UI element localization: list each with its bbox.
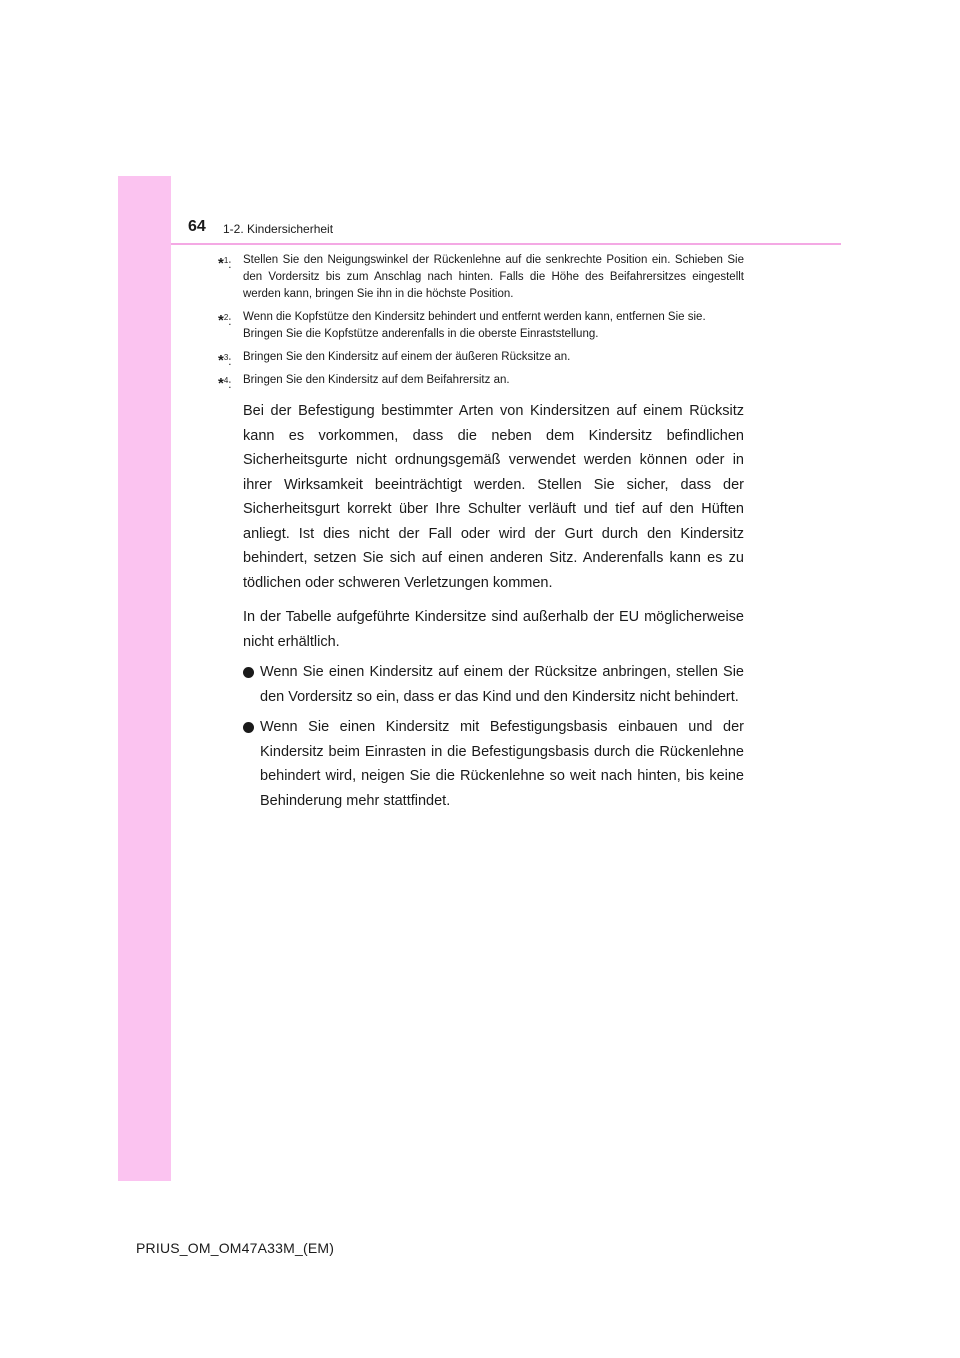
bullet-item-backrest — [243, 715, 744, 813]
section-sidebar-tab — [118, 176, 171, 1181]
page-content — [218, 252, 744, 813]
footnote-text: Bringen Sie die Kopfstütze anderenfalls in die oberste Einraststellung. — [243, 328, 599, 340]
page-number: 64 — [188, 218, 206, 235]
footnote-1 — [218, 252, 744, 303]
footnote-4 — [218, 372, 744, 392]
footnote-marker: *$^1$: — [218, 255, 232, 272]
bullet-text: Wenn Sie einen Kindersitz mit Befestigungsbasis einbauen und der Kindersitz beim Einrasten in die Befestigungsbasis durch die Rückenlehne behindert wird, neigen Sie die Rückenlehne so weit nach hinten, bis keine Behinderung mehr stattfindet. — [260, 719, 744, 809]
bullet-dot-icon — [243, 722, 254, 733]
footnote-3 — [218, 349, 744, 369]
bullet-dot-icon — [243, 667, 254, 678]
footer-document-code: PRIUS_OM_OM47A33M_(EM) — [136, 1240, 335, 1256]
header-rule — [171, 243, 841, 245]
footnote-text: Bringen Sie den Kindersitz auf einem der äußeren Rücksitze an. — [243, 351, 571, 363]
footnote-text: Stellen Sie den Neigungswinkel der Rückenlehne auf die senkrechte Position ein. Schieben Sie den Vordersitz bis zum Anschlag nach hinten. Falls die Höhe des Beifahrersitzes eingestellt werden kann, bringen Sie ihn in die höchste Position. — [243, 254, 744, 300]
footnote-marker: *$^3$: — [218, 352, 232, 369]
footnote-marker: *$^2$: — [218, 312, 232, 329]
bullet-text: Wenn Sie einen Kindersitz auf einem der Rücksitze anbringen, stellen Sie den Vordersitz so ein, dass er das Kind und den Kindersitz nicht behindert. — [260, 664, 744, 705]
footnote-text: Wenn die Kopfstütze den Kindersitz behindert und entfernt werden kann, entfernen Sie sie. — [243, 311, 706, 323]
body-paragraph-availability: In der Tabelle aufgeführte Kindersitze sind außerhalb der EU möglicherweise nicht erhältlich. — [243, 609, 744, 650]
footnote-2 — [218, 309, 744, 343]
bullet-item-front-seat — [243, 660, 744, 709]
section-title: 1-2. Kindersicherheit — [223, 222, 334, 236]
body-paragraph-seatbelt: Bei der Befestigung bestimmter Arten von Kindersitzen auf einem Rücksitz kann es vorkommen, dass die neben dem Kindersitz befindlichen Sicherheitsgurte nicht ordnungsgemäß verwendet werden können oder in ihrer Wirksamkeit beeinträchtigt werden. Stellen Sie sicher, dass der Sicherheitsgurt korrekt über Ihre Schulter verläuft und tief auf den Hüften anliegt. Ist dies nicht der Fall oder wird der Gurt durch den Kindersitz behindert, setzen Sie sich auf einen anderen Sitz. Anderenfalls kann es zu tödlichen oder schweren Verletzungen kommen. — [243, 403, 744, 591]
footnote-text: Bringen Sie den Kindersitz auf dem Beifahrersitz an. — [243, 374, 510, 386]
footnote-marker: *$^4$: — [218, 375, 232, 392]
